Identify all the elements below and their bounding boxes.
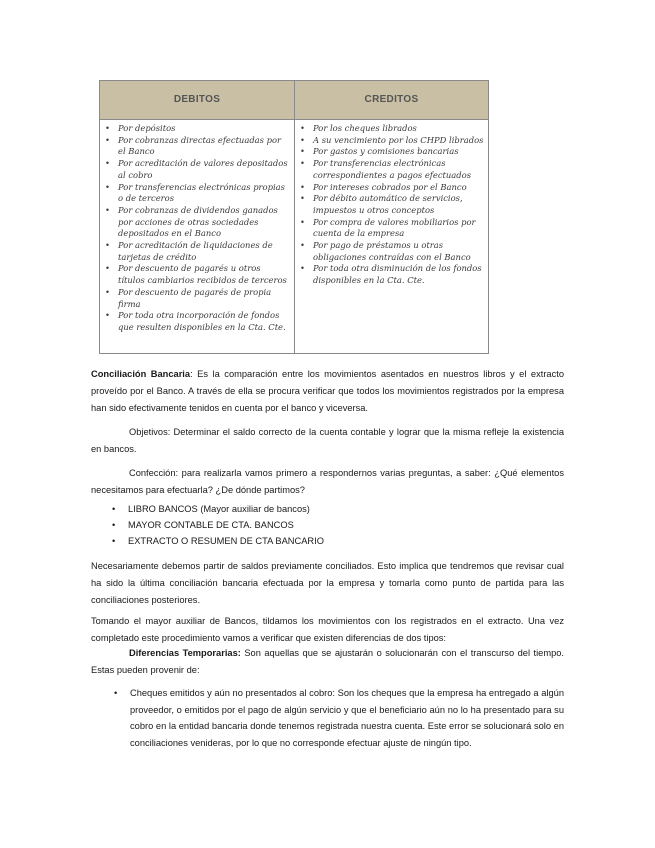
list-item: • LIBRO BANCOS (Mayor auxiliar de bancos)	[112, 504, 310, 514]
term-temporary-differences: Diferencias Temporarias:	[129, 648, 241, 658]
paragraph-temporary-differences: Diferencias Temporarias: Son aquellas que se ajustarán o solucionarán con el transcurso del tiempo. Estas pueden provenir de:	[91, 648, 565, 675]
list-item: • Por acreditación de valores depositados al cobro	[105, 158, 288, 180]
list-item: • Por transferencias electrónicas propias o de terceros	[105, 181, 285, 204]
credits-list	[297, 123, 485, 287]
list-item: • Por cobranzas directas efectuadas por el Banco	[105, 134, 282, 157]
list-item: • EXTRACTO O RESUMEN DE CTA BANCARIO	[112, 536, 324, 546]
paragraph-procedure: Tomando el mayor auxiliar de Bancos, tildamos los movimientos con los registrados en el extracto. Una vez completado este procedimiento vamos a verificar que existen diferencias de dos tipos:	[91, 616, 564, 643]
list-item: • A su vencimiento por los CHPD librados	[300, 134, 484, 145]
term-conciliacion: Conciliación Bancaria	[91, 369, 191, 379]
paragraph-objectives: Objetivos: Determinar el saldo correcto de la cuenta contable y lograr que la misma refleje la existencia en bancos.	[91, 427, 564, 454]
list-item: • Por gastos y comisiones bancarias	[300, 146, 459, 157]
credits-header: CREDITOS	[364, 94, 419, 105]
debits-header: DEBITOS	[173, 94, 221, 105]
debits-credits-table	[99, 80, 489, 354]
list-item: • Por pago de préstamos u otras obligaciones contraídas con el Banco	[300, 240, 471, 262]
list-item: • Por los cheques librados	[300, 123, 417, 133]
paragraph-uncashed-cheques: • Cheques emitidos y aún no presentados al cobro: Son los cheques que la empresa ha entregado a algún proveedor, o emitidos por el pago de algún servicio y que el beneficiario aún no lo ha presentado para su cobro en la entidad bancaria donde tenemos registrada nuestra cuenta. Este error se solucionará solo en conciliaciones venideras, por lo que no corresponde efectuar ajuste de ningún tipo.	[114, 688, 564, 748]
list-item: • Por transferencias electrónicas correspondientes a pagos efectuados	[300, 158, 471, 180]
list-item: • Por depósitos	[105, 123, 176, 133]
paragraph-confection: Confección: para realizarla vamos primero a respondernos varias preguntas, a saber: ¿Qué elementos necesitamos para efectuarla? ¿De dónde partimos?	[91, 468, 564, 495]
paragraph-definition: Conciliación Bancaria: Es la comparación entre los movimientos asentados en nuestros libros y el extracto proveído por el Banco. A través de ella se procura verificar que todos los movimientos registrados por la empresa han sido efectivamente tenidos en cuenta por el banco y viceversa.	[91, 369, 564, 413]
list-item: • Por débito automático de servicios, impuestos u otros conceptos	[300, 193, 463, 215]
list-item: • Por toda otra disminución de los fondos disponibles en la Cta. Cte.	[300, 263, 482, 286]
column-divider	[294, 81, 295, 353]
list-item: • Por cobranzas de dividendos ganados por acciones de otras sociedades depositados en el Banco	[105, 204, 278, 239]
paragraph-previous-balances: Necesariamente debemos partir de saldos previamente conciliados. Esto implica que tendremos que revisar cual ha sido la última conciliación bancaria efectuada por la empresa y tomarla como punto de partida para las conciliaciones posteriores.	[91, 561, 564, 605]
debits-list	[102, 123, 290, 334]
list-item: • Por toda otra incorporación de fondos que resulten disponibles en la Cta. Cte.	[105, 310, 286, 332]
list-item: • Por intereses cobrados por el Banco	[300, 181, 467, 192]
list-item: • MAYOR CONTABLE DE CTA. BANCOS	[112, 520, 294, 530]
list-item: • Por compra de valores mobiliarios por cuenta de la empresa	[300, 216, 476, 239]
list-item: • Por descuento de pagarés u otros títulos cambiarios recibidos de terceros	[105, 263, 287, 286]
list-item: • Por acreditación de liquidaciones de tarjetas de crédito	[105, 240, 273, 262]
list-item: • Por descuento de pagarés de propia firma	[105, 286, 272, 309]
